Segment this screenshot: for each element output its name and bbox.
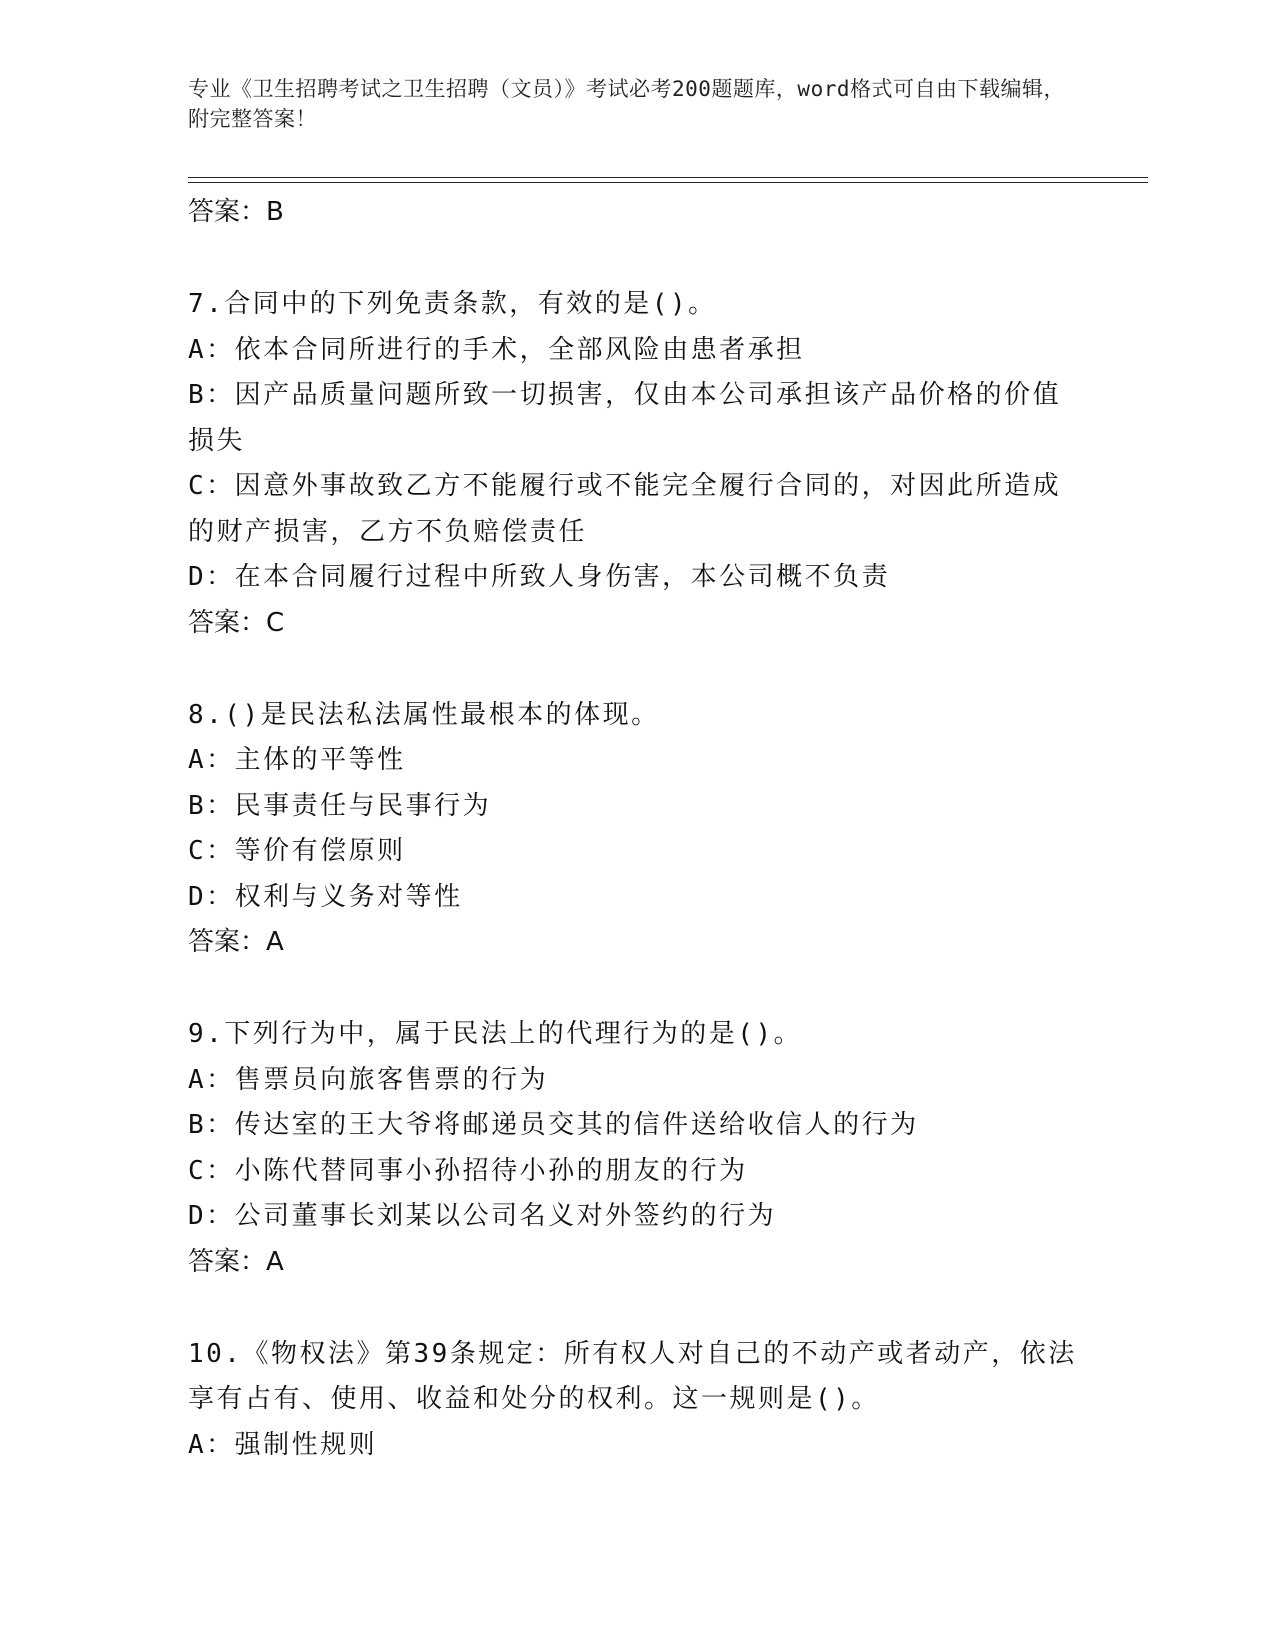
spacer	[188, 234, 1088, 282]
spacer	[188, 1284, 1088, 1332]
header-divider-bottom	[188, 182, 1148, 183]
header-divider-top	[188, 177, 1148, 178]
question-stem: 8.()是民法私法属性最根本的体现。	[188, 699, 660, 730]
spacer	[188, 964, 1088, 1012]
answer-line: 答案：B	[188, 197, 284, 227]
option-item: D：权利与义务对等性	[188, 881, 463, 912]
option-item: D：在本合同履行过程中所致人身伤害，本公司概不负责	[188, 562, 891, 592]
option-item: C：小陈代替同事小孙招待小孙的朋友的行为	[188, 1155, 748, 1186]
question-stem: 7.合同中的下列免责条款，有效的是()。	[188, 289, 717, 319]
question-list	[188, 190, 1088, 1468]
option-item: B：因产品质量问题所致一切损害，仅由本公司承担该产品价格的价值损失	[188, 380, 1062, 456]
option-item: C：等价有偿原则	[188, 836, 406, 866]
option-item: D：公司董事长刘某以公司名义对外签约的行为	[188, 1201, 777, 1231]
option-item: A：依本合同所进行的手术，全部风险由患者承担	[188, 334, 805, 365]
option-item: B：民事责任与民事行为	[188, 790, 492, 821]
question-stem: 9.下列行为中，属于民法上的代理行为的是()。	[188, 1019, 803, 1049]
option-item: A：主体的平等性	[188, 745, 406, 775]
option-item: B：传达室的王大爷将邮递员交其的信件送给收信人的行为	[188, 1110, 919, 1140]
answer-line: 答案：A	[188, 927, 284, 957]
option-item: A：强制性规则	[188, 1429, 378, 1460]
option-item: C：因意外事故致乙方不能履行或不能完全履行合同的，对因此所造成的财产损害，乙方不负赔偿责任	[188, 471, 1062, 547]
question-stem: 10.《物权法》第39条规定：所有权人对自己的不动产或者动产，依法享有占有、使用、收益和处分的权利。这一规则是()。	[188, 1338, 1077, 1414]
answer-line: 答案：A	[188, 1246, 284, 1277]
spacer	[188, 645, 1088, 693]
page-header: 专业《卫生招聘考试之卫生招聘（文员）》考试必考200题题库，word格式可自由下载编辑，附完整答案！	[188, 77, 1065, 131]
answer-line: 答案：C	[188, 607, 285, 638]
option-item: A：售票员向旅客售票的行为	[188, 1064, 549, 1095]
